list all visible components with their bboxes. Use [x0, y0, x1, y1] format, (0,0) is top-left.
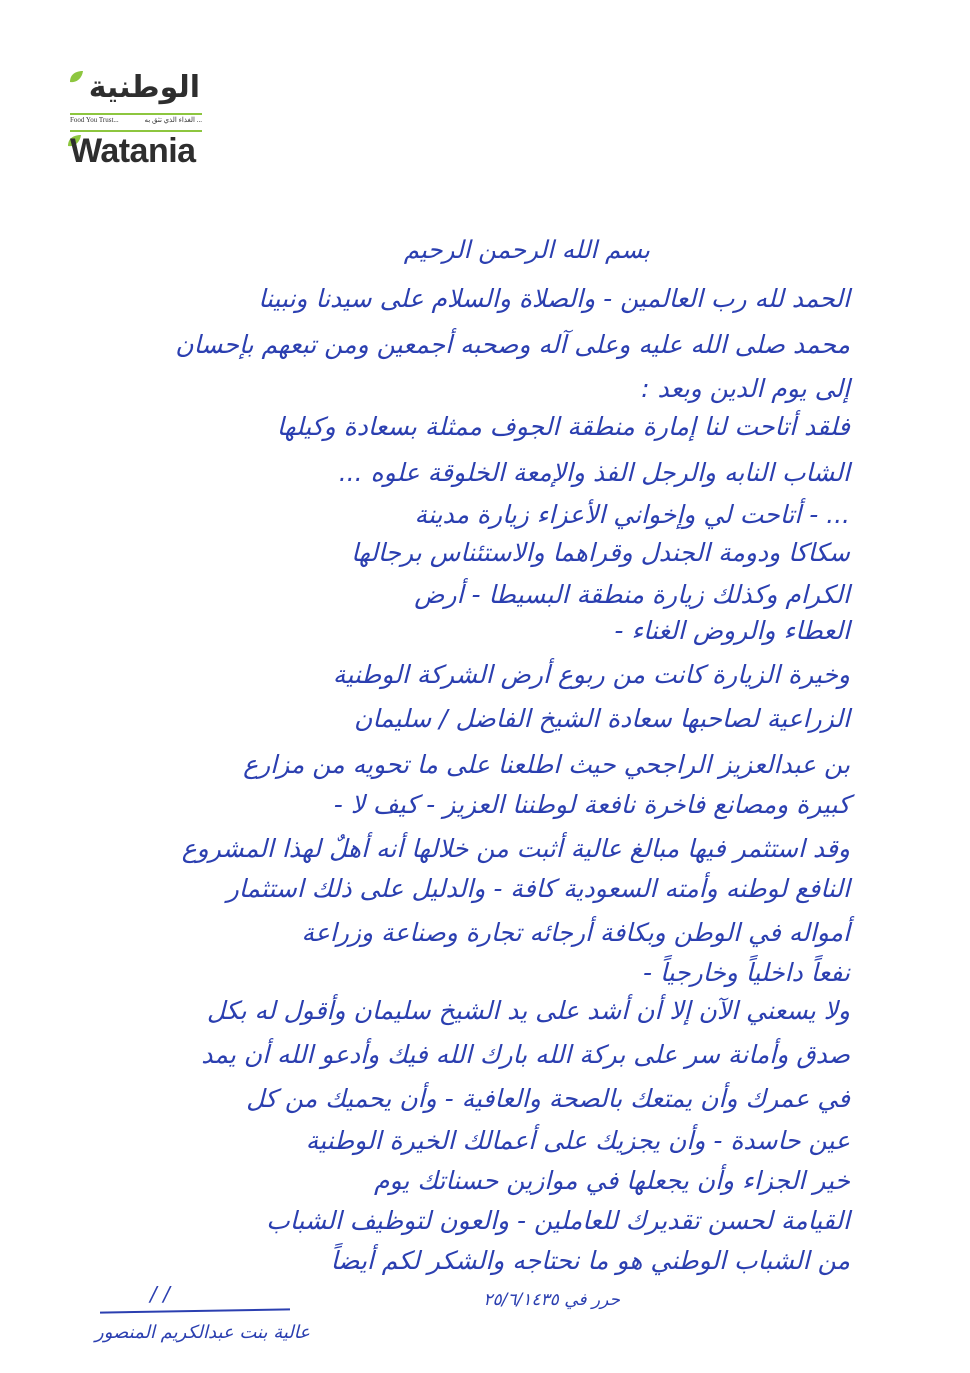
- letter-date: حرر في ٢٥/٦/١٤٣٥: [483, 1290, 620, 1310]
- letter-line: خير الجزاء وأن يجعلها في موازين حسناتك يوم: [374, 1166, 850, 1195]
- letter-line: القيامة لحسن تقديرك للعاملين - والعون لتوظيف الشباب: [266, 1206, 850, 1235]
- letter-line: من الشباب الوطني هو ما نحتاجه والشكر لكم أيضاً: [330, 1246, 850, 1275]
- logo-tagline-en: Food You Trust...: [70, 116, 119, 124]
- letter-line: العطاء والروض الغناء -: [614, 616, 850, 645]
- letter-line: فلقد أتاحت لنا إمارة منطقة الجوف ممثلة بسعادة وكيلها: [276, 412, 850, 441]
- letter-line: صدق وأمانة سر على بركة الله بارك الله فيك وأدعو الله أن يمد: [201, 1040, 850, 1069]
- letter-line: الشاب النابه والرجل الفذ والإمعة الخلوقة علوه ...: [338, 458, 850, 487]
- letter-line: نفعاً داخلياً وخارجياً -: [643, 958, 850, 987]
- letter-line: أمواله في الوطن وبكافة أرجائه تجارة وصناعة وزراعة: [301, 918, 850, 947]
- signature-name: عالية بنت عبدالكريم المنصور: [95, 1322, 310, 1343]
- signature-marks: / /: [150, 1282, 170, 1306]
- letter-line: بن عبدالعزيز الراجحي حيث اطلعنا على ما تحويه من مزارع: [243, 750, 850, 779]
- basmala: بسم الله الرحمن الرحيم: [403, 235, 650, 264]
- letter-line: وخيرة الزيارة كانت من ربوع أرض الشركة الوطنية: [332, 660, 850, 689]
- letter-line: الكرام وكذلك زيارة منطقة البسيطا - أرض: [414, 580, 850, 609]
- logo-name-english: Watania: [70, 132, 196, 170]
- logo-tagline-ar: الغذاء الذي تثق به ...: [144, 116, 202, 124]
- letter-line: الحمد لله رب العالمين - والصلاة والسلام على سيدنا ونبينا: [258, 284, 850, 313]
- letter-line: عين حاسدة - وأن يجزيك على أعمالك الخيرة الوطنية: [305, 1126, 850, 1155]
- letter-line: ولا يسعني الآن إلا أن أشد على يد الشيخ سليمان وأقول له بكل: [206, 996, 850, 1025]
- letter-line: النافع لوطنه وأمته السعودية كافة - والدليل على ذلك استثمار: [226, 874, 850, 903]
- letter-line: ... - أتاحت لي وإخواني الأعزاء زيارة مدينة: [414, 500, 850, 529]
- letter-line: محمد صلى الله عليه وعلى آله وصحبه أجمعين ومن تبعهم بإحسان: [175, 330, 850, 359]
- letter-line: سكاكا ودومة الجندل وقراهما والاستئناس برجالها: [351, 538, 850, 567]
- letter-line: وقد استثمر فيها مبالغ عالية أثبت من خلالها أنه أهلٌ لهذا المشروع: [181, 834, 850, 863]
- letter-line: الزراعية لصاحبها سعادة الشيخ الفاضل / سليمان: [354, 704, 850, 733]
- letter-line: في عمرك وأن يمتعك بالصحة والعافية - وأن يحميك من كل: [246, 1084, 850, 1113]
- logo-name-arabic: الوطنية: [88, 70, 200, 105]
- letter-line: كبيرة ومصانع فاخرة نافعة لوطننا العزيز - كيف لا -: [333, 790, 850, 819]
- letter-line: إلى يوم الدين وبعد :: [641, 374, 850, 403]
- signature-line: [100, 1308, 290, 1313]
